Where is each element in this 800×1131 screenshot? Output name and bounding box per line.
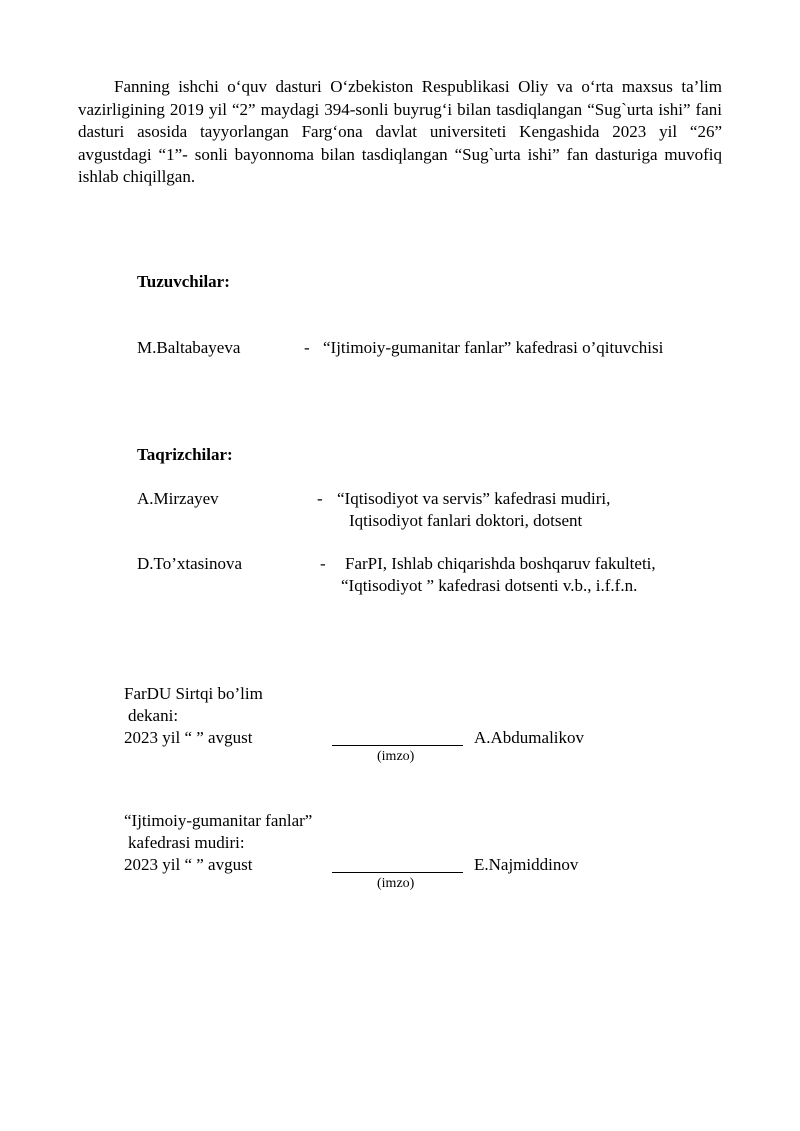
compiler-dash: - (304, 338, 310, 357)
reviewer-1-dash: - (317, 489, 323, 508)
reviewer-1-name: A.Mirzayev (137, 489, 219, 508)
approval-1-imzo-label: (imzo) (377, 749, 415, 764)
approval-1-title-line2: dekani: (128, 706, 179, 725)
compiler-role: “Ijtimoiy-gumanitar fanlar” kafedrasi o’qituvchisi (323, 338, 664, 357)
intro-paragraph: Fanning ishchi o‘quv dasturi O‘zbekiston Respublikasi Oliy va o‘rta maxsus ta’lim vazirligining 2019 yil “2” maydagi 394-sonli buyrug‘i bilan tasdiqlangan “Sug`urta ishi” fani dasturi asosida tayyorlangan Farg‘ona davlat universiteti Kengashida 2023 yil “26” avgustdagi “1”- sonli bayonnoma bilan tasdiqlangan “Sug`urta ishi” fan dasturiga muvofiq ishlab chiqillgan. (78, 77, 722, 186)
compiler-name: M.Baltabayeva (137, 338, 241, 357)
approval-1-date: 2023 yil “ ” avgust (124, 728, 253, 747)
approval-2-date: 2023 yil “ ” avgust (124, 855, 253, 874)
approval-2-signature-line (332, 872, 463, 873)
approval-2-title-line2: kafedrasi mudiri: (128, 833, 245, 852)
reviewer-1-role-line1: “Iqtisodiyot va servis” kafedrasi mudiri, (337, 489, 611, 508)
approval-2-title-line1: “Ijtimoiy-gumanitar fanlar” (124, 811, 313, 830)
reviewer-2-name: D.To’xtasinova (137, 554, 243, 573)
reviewer-2-dash: - (320, 554, 326, 573)
approval-1-signer: A.Abdumalikov (474, 728, 585, 747)
reviewer-2-role-line1: FarPI, Ishlab chiqarishda boshqaruv fakulteti, (345, 554, 656, 573)
reviewer-2-role-line2: “Iqtisodiyot ” kafedrasi dotsenti v.b., i.f.f.n. (341, 576, 638, 595)
reviewers-heading: Taqrizchilar: (137, 445, 233, 464)
approval-2-imzo-label: (imzo) (377, 876, 415, 891)
approval-1-title-line1: FarDU Sirtqi bo’lim (124, 684, 263, 703)
compilers-heading: Tuzuvchilar: (137, 272, 230, 291)
reviewer-1-role-line2: Iqtisodiyot fanlari doktori, dotsent (349, 511, 583, 530)
approval-1-signature-line (332, 745, 463, 746)
approval-2-signer: E.Najmiddinov (474, 855, 579, 874)
